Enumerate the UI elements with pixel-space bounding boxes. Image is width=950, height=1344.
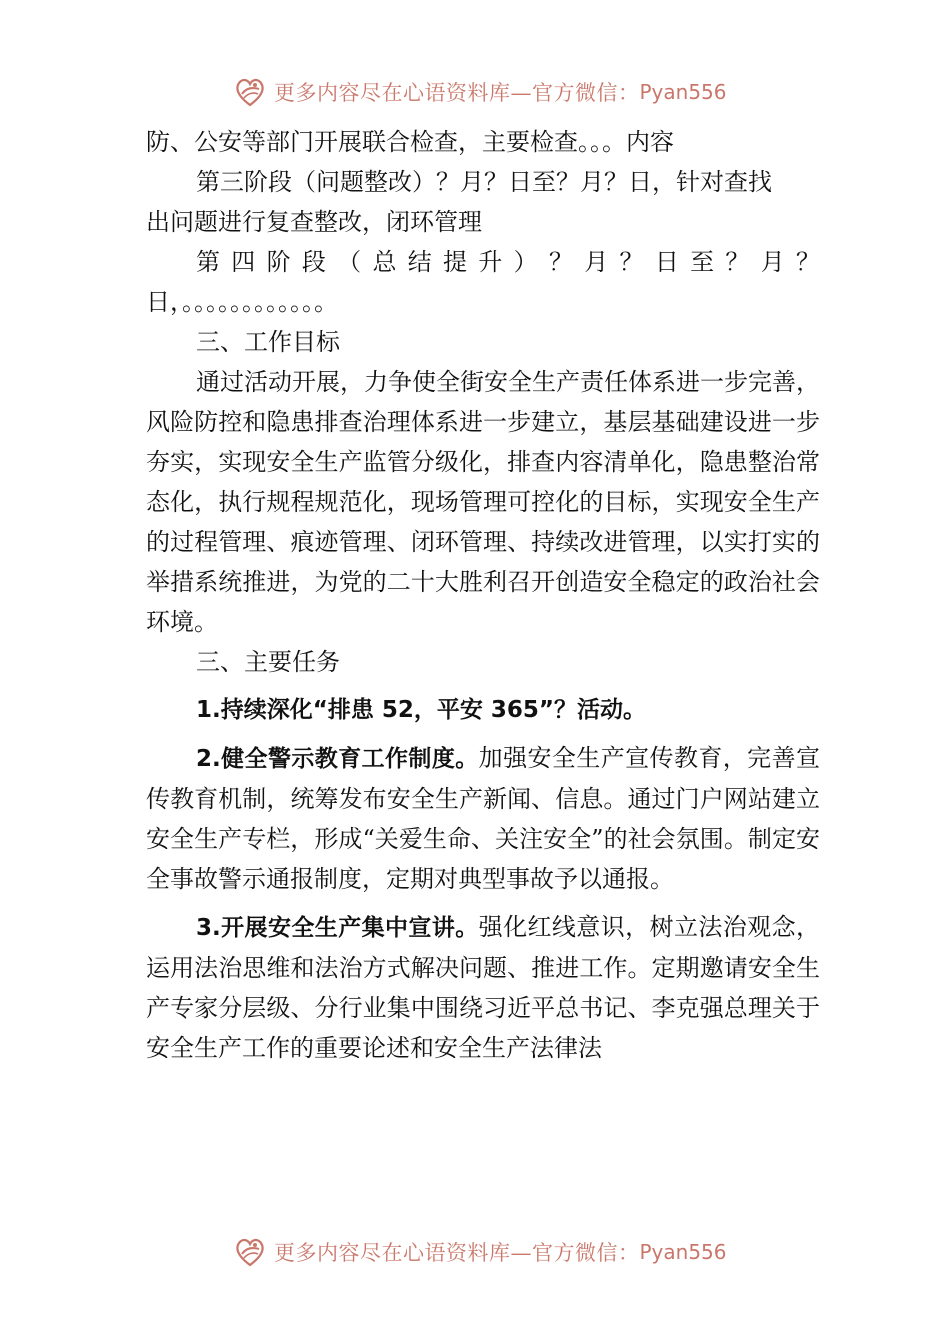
task2-paragraph bbox=[146, 738, 820, 899]
task1-heading: 1.持续深化“排患 52，平安 365”？活动。 bbox=[196, 697, 647, 723]
stage4-line-cont: 日，。。。。。。。。。。。。 bbox=[146, 288, 338, 316]
header-watermark bbox=[232, 72, 732, 112]
watermark-text: 更多内容尽在心语资料库—官方微信： bbox=[274, 81, 640, 105]
stage3-line-cont: 出问题进行复查整改，闭环管理 bbox=[146, 208, 482, 236]
section-goal-heading: 三、工作目标 bbox=[196, 328, 340, 356]
watermark-text: 更多内容尽在心语资料库—官方微信： bbox=[274, 1241, 640, 1265]
task3-text: 强化红线意识，树立法治观念，运用法治思维和法治方式解决问题、推进工作。定期邀请安全生产专家分层级、分行业集中围绕习近平总书记、李克强总理关于安全生产工作的重要论述和安全生产法律法 bbox=[146, 913, 821, 1062]
task3-paragraph bbox=[146, 907, 820, 1068]
body-line: 防、公安等部门开展联合检查，主要检查。。。内容 bbox=[146, 128, 674, 156]
stage3-line: 第三阶段（问题整改）？月？日至？月？日，针对查找 bbox=[196, 168, 772, 196]
section-tasks-heading: 三、主要任务 bbox=[196, 648, 340, 676]
heart-logo-icon bbox=[232, 74, 268, 110]
document-body bbox=[146, 122, 820, 1068]
task3-heading: 3.开展安全生产集中宣讲。 bbox=[196, 915, 479, 941]
footer-watermark bbox=[232, 1232, 732, 1272]
goal-paragraph: 通过活动开展，力争使全街安全生产责任体系进一步完善，风险防控和隐患排查治理体系进一步建立，基层基础建设进一步夯实，实现安全生产监管分级化，排查内容清单化，隐患整治常态化，执行规程规范化，现场管理可控化的目标，实现安全生产的过程管理、痕迹管理、闭环管理、持续改进管理，以实打实的举措系统推进，为党的二十大胜利召开创造安全稳定的政治社会环境。 bbox=[146, 368, 820, 636]
task2-text: 加强安全生产宣传教育，完善宣传教育机制，统筹发布安全生产新闻、信息。通过门户网站建立安全生产专栏，形成“关爱生命、关注安全”的社会氛围。制定安全事故警示通报制度，定期对典型事故予以通报。 bbox=[146, 744, 821, 893]
stage4-line: 第四阶段（总结提升）？月？日至？月？ bbox=[196, 248, 820, 276]
watermark-wechat-id: Pyan556 bbox=[639, 80, 727, 104]
heart-logo-icon bbox=[232, 1234, 268, 1270]
watermark-wechat-id: Pyan556 bbox=[639, 1240, 727, 1264]
task2-heading: 2.健全警示教育工作制度。 bbox=[196, 746, 479, 772]
